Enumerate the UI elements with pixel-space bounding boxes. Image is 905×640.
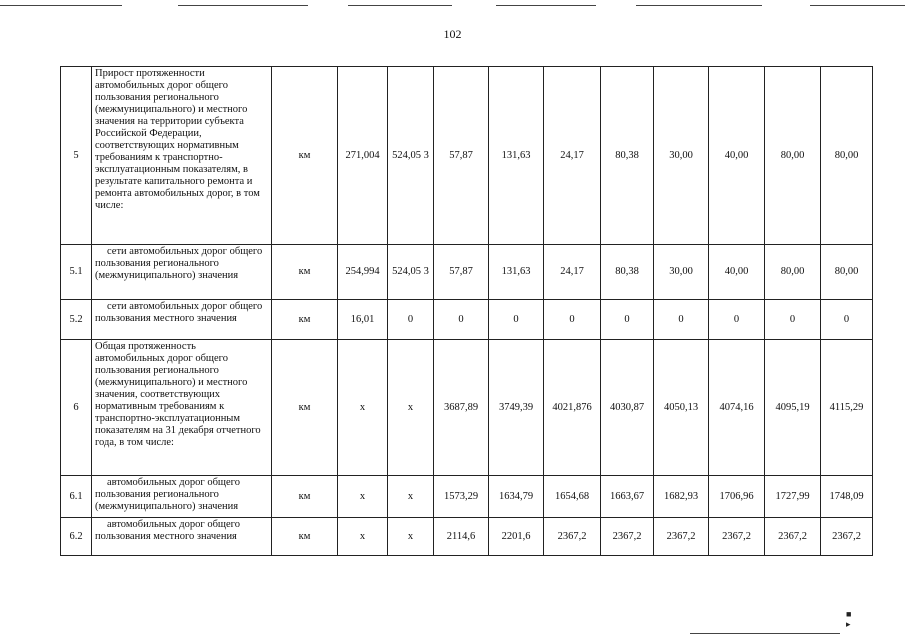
- value-cell: 1573,29: [434, 476, 489, 518]
- row-name: Прирост протяженности автомобильных дорог общего пользования регионального (межмуниципального) и местного значения на территории субъекта Российской Федерации, соответствующих нормативным требованиям к транспортно-эксплуатационным показателям, в результате капитального ремонта и ремонта автомобильных дорог, в том числе:: [92, 67, 272, 245]
- value-cell: 1727,99: [765, 476, 821, 518]
- data-table: [60, 66, 873, 556]
- header-rule: [810, 5, 905, 6]
- footer-rule: [690, 633, 840, 634]
- table-row: [61, 245, 873, 300]
- table-row: [61, 340, 873, 476]
- value-cell: 3749,39: [489, 340, 544, 476]
- row-number: 5.2: [61, 300, 92, 340]
- header-rule: [178, 5, 308, 6]
- table-row: [61, 67, 873, 245]
- value-cell: 80,00: [765, 245, 821, 300]
- value-cell: 0: [765, 300, 821, 340]
- value-cell: 16,01: [338, 300, 388, 340]
- row-name: сети автомобильных дорог общего пользования регионального (межмуниципального) значения: [92, 245, 272, 300]
- row-name: Общая протяженность автомобильных дорог общего пользования регионального (межмуниципального) и местного значения, соответствующих нормативным требованиям к транспортно-эксплуатационным показателям на 31 декабря отчетного года, в том числе:: [92, 340, 272, 476]
- value-cell: 40,00: [709, 245, 765, 300]
- row-name: автомобильных дорог общего пользования местного значения: [92, 518, 272, 556]
- scan-marks: ■ ▸: [846, 609, 872, 629]
- value-cell: 0: [434, 300, 489, 340]
- value-cell: 0: [388, 300, 434, 340]
- value-cell: 1682,93: [654, 476, 709, 518]
- row-unit: км: [272, 340, 338, 476]
- value-cell: 1634,79: [489, 476, 544, 518]
- value-cell: 0: [709, 300, 765, 340]
- value-cell: х: [338, 476, 388, 518]
- value-cell: 1748,09: [821, 476, 873, 518]
- row-number: 5: [61, 67, 92, 245]
- value-cell: 0: [489, 300, 544, 340]
- table-row: [61, 476, 873, 518]
- value-cell: 80,00: [821, 67, 873, 245]
- value-cell: 0: [601, 300, 654, 340]
- page-number: 102: [443, 27, 462, 41]
- value-cell: х: [388, 340, 434, 476]
- value-cell: х: [338, 340, 388, 476]
- value-cell: 57,87: [434, 245, 489, 300]
- value-cell: 80,38: [601, 67, 654, 245]
- value-cell: х: [388, 476, 434, 518]
- value-cell: 4115,29: [821, 340, 873, 476]
- value-cell: 271,004: [338, 67, 388, 245]
- value-cell: 0: [654, 300, 709, 340]
- header-rule: [636, 5, 762, 6]
- row-unit: км: [272, 67, 338, 245]
- row-name: сети автомобильных дорог общего пользования местного значения: [92, 300, 272, 340]
- value-cell: 2367,2: [601, 518, 654, 556]
- value-cell: 30,00: [654, 67, 709, 245]
- value-cell: 4050,13: [654, 340, 709, 476]
- value-cell: 2367,2: [821, 518, 873, 556]
- value-cell: 524,05 3: [388, 67, 434, 245]
- value-cell: 2367,2: [709, 518, 765, 556]
- value-cell: 254,994: [338, 245, 388, 300]
- row-unit: км: [272, 476, 338, 518]
- value-cell: 80,38: [601, 245, 654, 300]
- value-cell: 2114,6: [434, 518, 489, 556]
- value-cell: 24,17: [544, 245, 601, 300]
- value-cell: 131,63: [489, 245, 544, 300]
- value-cell: х: [388, 518, 434, 556]
- value-cell: 3687,89: [434, 340, 489, 476]
- value-cell: 131,63: [489, 67, 544, 245]
- value-cell: 1654,68: [544, 476, 601, 518]
- header-rule: [496, 5, 596, 6]
- header-rule: [0, 5, 122, 6]
- value-cell: 1706,96: [709, 476, 765, 518]
- value-cell: 0: [821, 300, 873, 340]
- value-cell: 24,17: [544, 67, 601, 245]
- value-cell: 2367,2: [654, 518, 709, 556]
- row-unit: км: [272, 518, 338, 556]
- row-number: 5.1: [61, 245, 92, 300]
- value-cell: 2367,2: [765, 518, 821, 556]
- row-name: автомобильных дорог общего пользования регионального (межмуниципального) значения: [92, 476, 272, 518]
- value-cell: 0: [544, 300, 601, 340]
- value-cell: 2367,2: [544, 518, 601, 556]
- table-row: [61, 300, 873, 340]
- value-cell: 30,00: [654, 245, 709, 300]
- value-cell: 524,05 3: [388, 245, 434, 300]
- row-number: 6.1: [61, 476, 92, 518]
- row-unit: км: [272, 300, 338, 340]
- value-cell: 4095,19: [765, 340, 821, 476]
- value-cell: 80,00: [765, 67, 821, 245]
- value-cell: 4074,16: [709, 340, 765, 476]
- value-cell: 4030,87: [601, 340, 654, 476]
- value-cell: 2201,6: [489, 518, 544, 556]
- table-row: [61, 518, 873, 556]
- row-unit: км: [272, 245, 338, 300]
- value-cell: 57,87: [434, 67, 489, 245]
- row-number: 6: [61, 340, 92, 476]
- header-rule: [348, 5, 452, 6]
- value-cell: 4021,876: [544, 340, 601, 476]
- value-cell: 40,00: [709, 67, 765, 245]
- value-cell: х: [338, 518, 388, 556]
- value-cell: 1663,67: [601, 476, 654, 518]
- row-number: 6.2: [61, 518, 92, 556]
- value-cell: 80,00: [821, 245, 873, 300]
